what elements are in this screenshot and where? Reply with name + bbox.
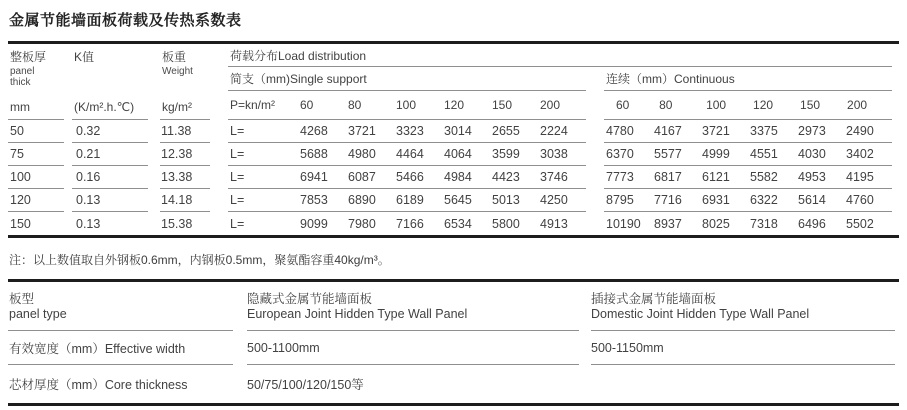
cell-value: 5013 bbox=[492, 193, 520, 207]
page-title: 金属节能墙面板荷载及传热系数表 bbox=[9, 12, 242, 29]
note-text: 注：以上数值取自外钢板0.6mm，内钢板0.5mm，聚氨酯容重40kg/m³。 bbox=[9, 253, 390, 267]
length-label: L= bbox=[230, 147, 245, 161]
cell-value: 2224 bbox=[540, 124, 568, 138]
cell-value: 12.38 bbox=[161, 147, 193, 161]
cell-k-value bbox=[72, 166, 148, 189]
header-weight-en: Weight bbox=[162, 65, 193, 77]
length-label: L= bbox=[230, 124, 245, 138]
continuous-span-headers bbox=[604, 91, 892, 120]
cell-value: 11.38 bbox=[161, 124, 192, 138]
span-header: 80 bbox=[348, 98, 362, 112]
group-gap bbox=[586, 143, 604, 166]
header-k-value-unit: (K/m².h.℃) bbox=[74, 100, 135, 114]
cell-weight bbox=[160, 143, 210, 166]
cell-value: 6534 bbox=[444, 216, 472, 231]
cell-value: 8795 bbox=[606, 193, 634, 207]
table-row bbox=[8, 143, 899, 166]
panel-type-hidden bbox=[247, 284, 579, 331]
cell-value: 8025 bbox=[702, 216, 730, 231]
span-header: 150 bbox=[492, 98, 513, 112]
header-weight bbox=[160, 44, 210, 120]
load-distribution-label: 荷载分布Load distribution bbox=[228, 44, 892, 67]
core-thickness-values: 50/75/100/120/150等 bbox=[247, 378, 364, 392]
single-support-span-headers bbox=[228, 91, 586, 120]
cell-value: 0.21 bbox=[76, 147, 101, 161]
single-support-values bbox=[228, 189, 586, 212]
cell-value: 4760 bbox=[846, 193, 874, 207]
cell-value: 4064 bbox=[444, 147, 472, 161]
cell-value: 4167 bbox=[654, 124, 682, 138]
continuous-values bbox=[604, 212, 892, 235]
cell-value: 7853 bbox=[300, 193, 328, 207]
group-gap bbox=[586, 67, 604, 91]
cell-weight bbox=[160, 120, 210, 143]
table-row bbox=[8, 212, 899, 235]
panel-type-hidden-en: European Joint Hidden Type Wall Panel bbox=[247, 307, 468, 321]
cell-panel-thick bbox=[8, 166, 64, 189]
cell-value: 0.13 bbox=[76, 216, 101, 231]
continuous-values bbox=[604, 166, 892, 189]
effective-width-plug: 500-1150mm bbox=[591, 331, 895, 365]
cell-value: 4195 bbox=[846, 170, 874, 184]
cell-value: 6817 bbox=[654, 170, 682, 184]
header-k-value-zh: K值 bbox=[74, 50, 95, 64]
single-support-values bbox=[228, 120, 586, 143]
core-thickness-empty bbox=[591, 365, 895, 403]
cell-value: 6931 bbox=[702, 193, 730, 207]
panel-type-plug-en: Domestic Joint Hidden Type Wall Panel bbox=[591, 307, 810, 321]
cell-value: 4780 bbox=[606, 124, 634, 138]
span-header: 80 bbox=[659, 98, 673, 112]
header-panel-thick-en2: thick bbox=[10, 77, 31, 89]
single-support-values bbox=[228, 166, 586, 189]
cell-value: 6087 bbox=[348, 170, 376, 184]
cell-k-value bbox=[72, 212, 148, 235]
cell-k-value bbox=[72, 189, 148, 212]
single-support-values bbox=[228, 143, 586, 166]
cell-value: 7716 bbox=[654, 193, 682, 207]
cell-value: 5688 bbox=[300, 147, 328, 161]
cell-value: 0.16 bbox=[76, 170, 101, 184]
cell-value: 4268 bbox=[300, 124, 328, 138]
cell-weight bbox=[160, 166, 210, 189]
cell-panel-thick bbox=[8, 120, 64, 143]
cell-value: 6496 bbox=[798, 216, 826, 231]
table-row bbox=[8, 166, 899, 189]
length-label: L= bbox=[230, 193, 245, 207]
spec-sheet-page bbox=[0, 9, 907, 406]
cell-value: 4999 bbox=[702, 147, 730, 161]
span-header: 100 bbox=[396, 98, 417, 112]
header-k-value bbox=[72, 44, 148, 120]
cell-value: 3375 bbox=[750, 124, 778, 138]
cell-value: 4250 bbox=[540, 193, 568, 207]
core-thickness-row bbox=[8, 365, 899, 403]
cell-value: 100 bbox=[10, 170, 31, 184]
cell-value: 4980 bbox=[348, 147, 376, 161]
cell-value: 15.38 bbox=[161, 216, 193, 231]
span-header: 60 bbox=[616, 98, 630, 112]
table-body bbox=[8, 120, 899, 235]
continuous-values bbox=[604, 120, 892, 143]
load-distribution-header bbox=[228, 44, 892, 120]
cell-value: 7980 bbox=[348, 216, 376, 231]
cell-value: 7166 bbox=[396, 216, 424, 231]
span-header: 60 bbox=[300, 98, 314, 112]
cell-value: 6890 bbox=[348, 193, 376, 207]
cell-value: 6370 bbox=[606, 147, 634, 161]
table-row bbox=[8, 120, 899, 143]
single-support-values bbox=[228, 212, 586, 235]
continuous-label: 连续（mm）Continuous bbox=[604, 67, 892, 91]
table-row bbox=[8, 189, 899, 212]
continuous-values bbox=[604, 143, 892, 166]
span-header: 200 bbox=[847, 98, 868, 112]
panel-type-label-en: panel type bbox=[9, 307, 67, 321]
cell-panel-thick bbox=[8, 212, 64, 235]
cell-panel-thick bbox=[8, 189, 64, 212]
cell-value: 5466 bbox=[396, 170, 424, 184]
cell-value: 3721 bbox=[348, 124, 376, 138]
divider-bottom bbox=[8, 403, 899, 406]
cell-value: 2490 bbox=[846, 124, 874, 138]
panel-type-label-zh: 板型 bbox=[9, 292, 35, 306]
cell-value: 6189 bbox=[396, 193, 424, 207]
span-header: 200 bbox=[540, 98, 561, 112]
cell-value: 3746 bbox=[540, 170, 568, 184]
cell-value: 7318 bbox=[750, 216, 778, 231]
span-header: 120 bbox=[753, 98, 774, 112]
cell-value: 7773 bbox=[606, 170, 634, 184]
cell-value: 3599 bbox=[492, 147, 520, 161]
cell-value: 9099 bbox=[300, 216, 328, 231]
cell-value: 3014 bbox=[444, 124, 472, 138]
panel-type-plug-zh: 插接式金属节能墙面板 bbox=[591, 292, 717, 306]
group-gap bbox=[586, 166, 604, 189]
cell-value: 8937 bbox=[654, 216, 682, 231]
cell-value: 3323 bbox=[396, 124, 424, 138]
cell-value: 4551 bbox=[750, 147, 778, 161]
header-weight-unit: kg/m² bbox=[162, 100, 192, 114]
cell-value: 4913 bbox=[540, 216, 568, 231]
cell-value: 50 bbox=[10, 124, 24, 138]
cell-value: 4953 bbox=[798, 170, 826, 184]
table-header bbox=[8, 44, 899, 120]
length-label: L= bbox=[230, 216, 245, 231]
cell-value: 5577 bbox=[654, 147, 682, 161]
group-gap bbox=[586, 189, 604, 212]
cell-value: 5582 bbox=[750, 170, 778, 184]
cell-panel-thick bbox=[8, 143, 64, 166]
cell-value: 13.38 bbox=[161, 170, 193, 184]
header-panel-thick bbox=[8, 44, 64, 120]
group-gap bbox=[586, 212, 604, 235]
cell-value: 4984 bbox=[444, 170, 472, 184]
effective-width-label: 有效宽度（mm）Effective width bbox=[8, 331, 233, 365]
cell-value: 4423 bbox=[492, 170, 520, 184]
cell-weight bbox=[160, 212, 210, 235]
group-gap bbox=[586, 91, 604, 120]
effective-width-hidden: 500-1100mm bbox=[247, 331, 579, 365]
panel-type-plug bbox=[591, 284, 895, 331]
continuous-values bbox=[604, 189, 892, 212]
group-gap bbox=[586, 120, 604, 143]
span-header: 100 bbox=[706, 98, 727, 112]
cell-value: 10190 bbox=[606, 216, 641, 231]
cell-k-value bbox=[72, 120, 148, 143]
cell-value: 5645 bbox=[444, 193, 472, 207]
cell-value: 75 bbox=[10, 147, 24, 161]
cell-k-value bbox=[72, 143, 148, 166]
cell-value: 3402 bbox=[846, 147, 874, 161]
pressure-label: P=kn/m² bbox=[230, 98, 276, 112]
panel-type-row bbox=[8, 284, 899, 331]
cell-weight bbox=[160, 189, 210, 212]
cell-value: 2973 bbox=[798, 124, 826, 138]
header-panel-thick-zh: 整板厚 bbox=[10, 50, 47, 64]
cell-value: 6322 bbox=[750, 193, 778, 207]
header-panel-thick-en1: panel bbox=[10, 65, 35, 77]
cell-value: 120 bbox=[10, 193, 31, 207]
cell-value: 0.32 bbox=[76, 124, 101, 138]
single-support-label: 简支（mm)Single support bbox=[228, 67, 586, 91]
cell-value: 0.13 bbox=[76, 193, 101, 207]
core-thickness-label: 芯材厚度（mm）Core thickness bbox=[9, 378, 188, 392]
cell-value: 3038 bbox=[540, 147, 568, 161]
cell-value: 6941 bbox=[300, 170, 328, 184]
cell-value: 2655 bbox=[492, 124, 520, 138]
span-header: 150 bbox=[800, 98, 821, 112]
cell-value: 5614 bbox=[798, 193, 826, 207]
cell-value: 14.18 bbox=[161, 193, 193, 207]
effective-width-row bbox=[8, 331, 899, 365]
span-header: 120 bbox=[444, 98, 465, 112]
cell-value: 3721 bbox=[702, 124, 730, 138]
cell-value: 4464 bbox=[396, 147, 424, 161]
header-panel-thick-unit: mm bbox=[10, 100, 30, 114]
panel-info-table bbox=[8, 282, 899, 403]
cell-value: 150 bbox=[10, 216, 31, 231]
panel-type-label bbox=[8, 284, 233, 331]
header-weight-zh: 板重 bbox=[162, 50, 187, 64]
cell-value: 6121 bbox=[702, 170, 730, 184]
cell-value: 4030 bbox=[798, 147, 826, 161]
length-label: L= bbox=[230, 170, 245, 184]
cell-value: 5800 bbox=[492, 216, 520, 231]
load-table bbox=[8, 44, 899, 238]
panel-type-hidden-zh: 隐藏式金属节能墙面板 bbox=[247, 292, 373, 306]
cell-value: 5502 bbox=[846, 216, 874, 231]
note-section bbox=[8, 238, 899, 279]
